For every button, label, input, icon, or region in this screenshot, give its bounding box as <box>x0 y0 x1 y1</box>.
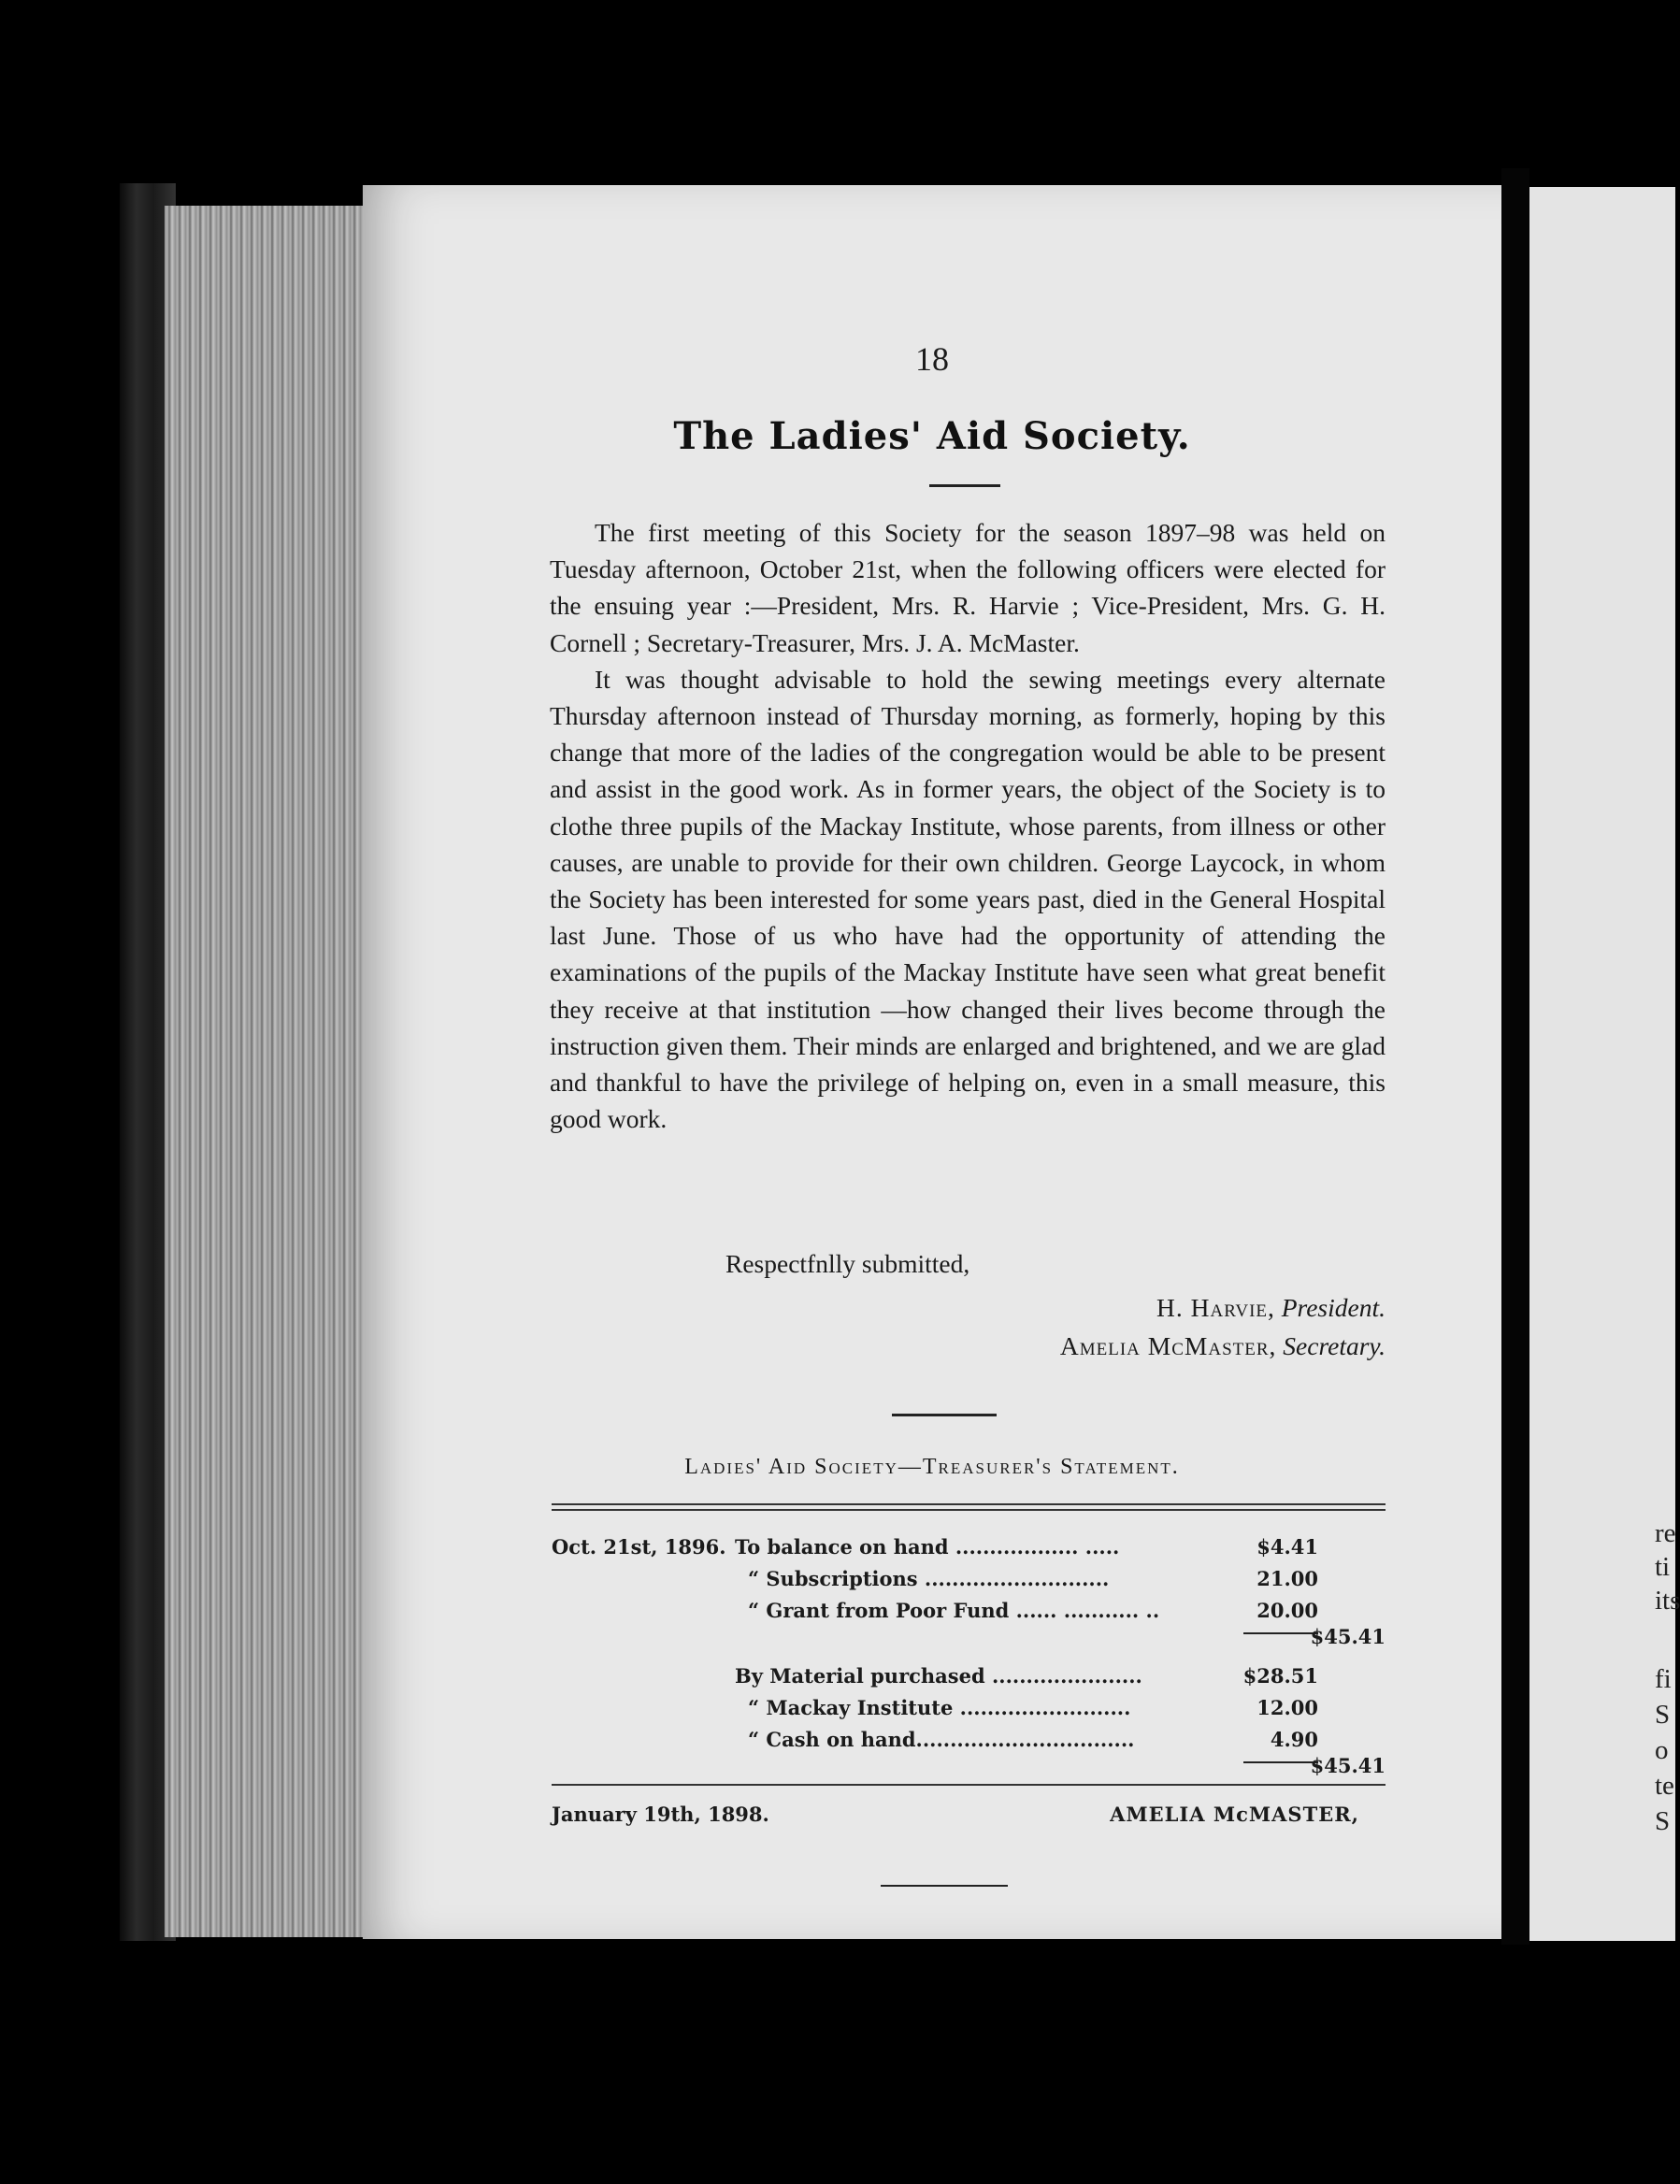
end-rule <box>881 1885 1008 1887</box>
next-page-fragment: S <box>1655 1806 1671 1836</box>
statement-title: Ladies' Aid Society—Treasurer's Statement. <box>684 1455 1180 1479</box>
ledger-date: Oct. 21st, 1896. <box>552 1535 726 1559</box>
next-page-fragment: re <box>1655 1518 1676 1548</box>
signature-president <box>1156 1293 1386 1323</box>
paragraph: It was thought advisable to hold the sewing meetings every alternate Thursday afternoon instead of Thursday morning, as formerly, hoping by this change that more of the ladies of the congregation would be able to be present and assist in the good work. As in former years, the object of the Society is to clothe three pupils of the Mackay Institute, whose parents, from illness or other causes, are unable to provide for their own children. George Laycock, in whom the Society has been interested for some years past, died in the General Hospital last June. Those of us who have had the opportunity of attending the examinations of the pupils of the Mackay Institute have seen what great benefit they receive at that institution —how changed their lives become through the instruction given them. Their minds are enlarged and brightened, and we are glad and thankful to have the privilege of helping on, even in a small measure, this good work. <box>550 664 1386 1134</box>
signer-role: Secretary. <box>1283 1331 1386 1360</box>
paragraph: The first meeting of this Society for the season 1897–98 was held on Tuesday afternoon, October 21st, when the following officers were elected for the ensuing year :—President, Mrs. R. Harvie ; Vice-President, Mrs. G. H. Cornell ; Secretary-Treasurer, Mrs. J. A. McMaster. <box>550 518 1386 657</box>
report-body <box>550 514 1386 1137</box>
ledger-desc: By Material purchased ...................... <box>735 1664 1142 1688</box>
ledger-amount: 12.00 <box>1256 1696 1318 1719</box>
signer-name: H. Harvie, <box>1156 1293 1275 1322</box>
statement-top-rule <box>552 1503 1386 1515</box>
title-rule <box>929 484 1000 487</box>
ledger-total: $45.41 <box>1310 1625 1386 1648</box>
signer-name: Amelia McMaster, <box>1059 1331 1277 1360</box>
page-number: 18 <box>915 340 949 378</box>
ledger-amount: 20.00 <box>1256 1599 1318 1622</box>
section-rule <box>892 1414 997 1416</box>
ledger-desc: “ Mackay Institute ......................... <box>748 1696 1131 1719</box>
ledger-total-row <box>552 1754 1386 1784</box>
statement-signer: AMELIA McMASTER, <box>1110 1803 1359 1826</box>
ledger-desc: “ Subscriptions ........................... <box>748 1567 1110 1590</box>
book-gutter <box>1501 168 1529 1945</box>
ledger-row <box>552 1664 1386 1694</box>
next-page-fragment: o <box>1655 1735 1669 1765</box>
next-page-edge <box>1529 187 1680 1941</box>
book-page <box>363 185 1501 1939</box>
ledger-amount: $28.51 <box>1242 1664 1318 1688</box>
statement-date: January 19th, 1898. <box>552 1803 769 1826</box>
ledger-amount: $4.41 <box>1256 1535 1318 1559</box>
ledger-amount: 4.90 <box>1270 1728 1318 1751</box>
next-page-fragment: te <box>1655 1771 1674 1801</box>
next-page-fragment: ti <box>1655 1552 1671 1582</box>
ledger-amount: 21.00 <box>1256 1567 1318 1590</box>
ledger-row <box>552 1696 1386 1726</box>
ledger-total-row <box>552 1625 1386 1655</box>
ledger-desc: “ Grant from Poor Fund ...... ........... .. <box>748 1599 1160 1622</box>
page-title: The Ladies' Aid Society. <box>673 414 1191 458</box>
statement-bottom-rule <box>552 1784 1386 1789</box>
next-page-fragment: fi <box>1655 1664 1672 1694</box>
ledger-row <box>552 1567 1386 1597</box>
ledger-desc: To balance on hand .................. ..... <box>735 1535 1120 1559</box>
next-page-fragment: its <box>1655 1586 1680 1616</box>
ledger-total: $45.41 <box>1310 1754 1386 1777</box>
ledger-row <box>552 1535 1386 1565</box>
signature-secretary <box>1060 1331 1386 1361</box>
next-page-fragment: S <box>1655 1700 1671 1730</box>
signer-role: President. <box>1281 1293 1386 1322</box>
page-edges <box>165 206 363 1937</box>
ledger-desc: “ Cash on hand................................ <box>748 1728 1135 1751</box>
closing-line: Respectfnlly submitted, <box>725 1249 970 1278</box>
